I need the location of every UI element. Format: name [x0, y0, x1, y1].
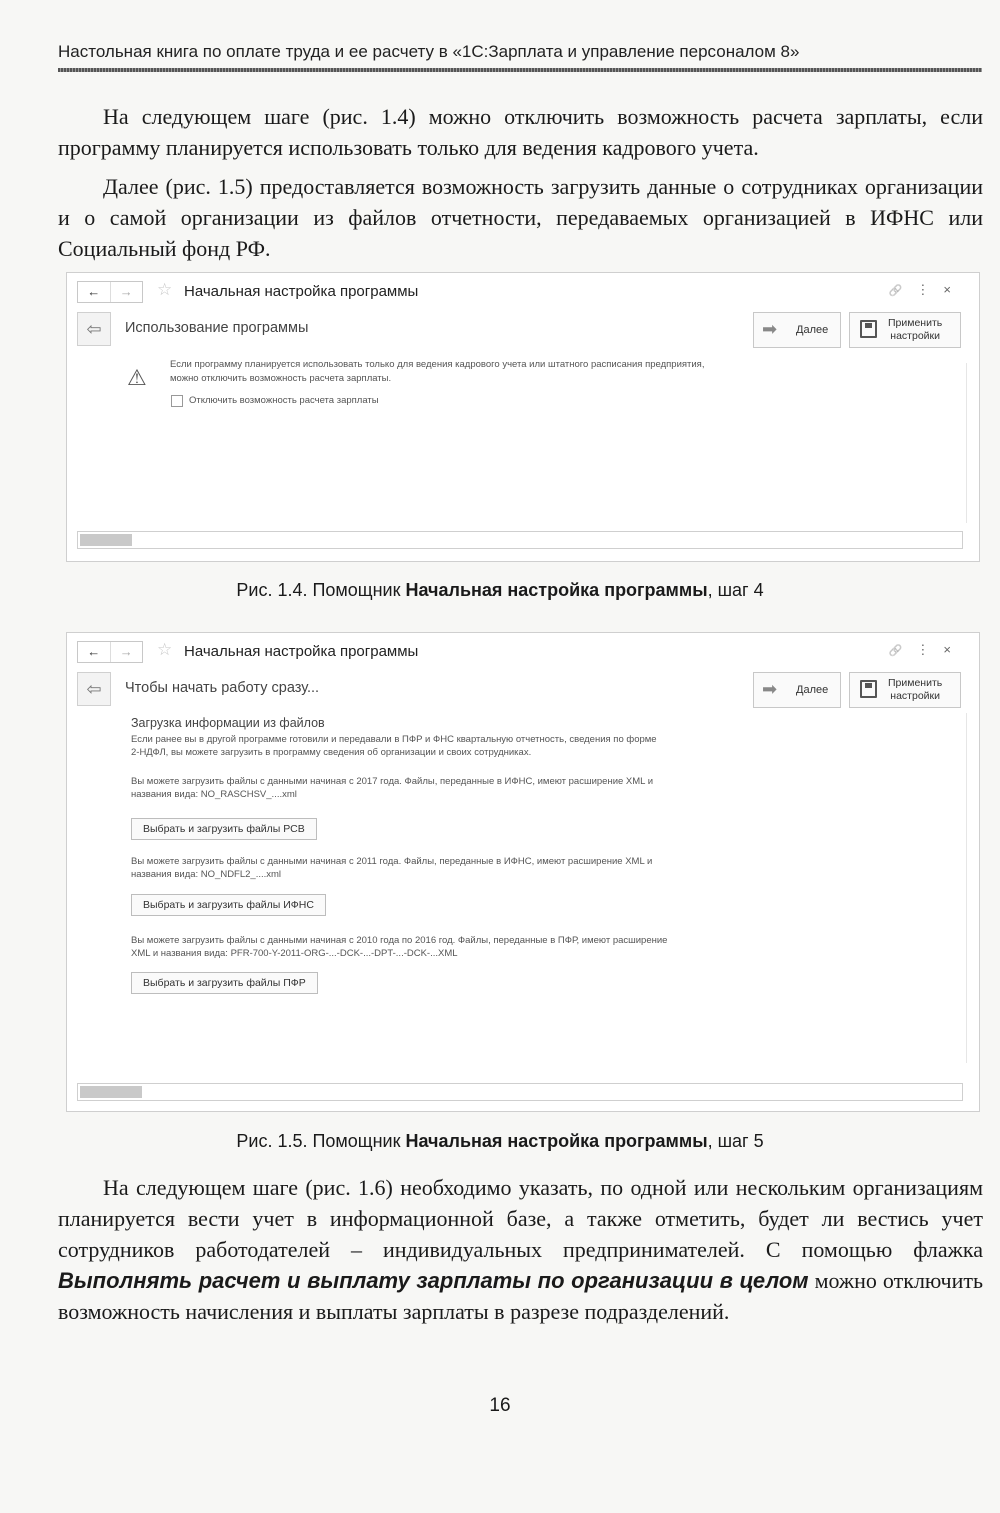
step6-text: [58, 1172, 983, 1327]
rsv-info-2: названия вида: NO_RASCHSV_....xml: [131, 789, 297, 800]
figure-1-4-caption: Рис. 1.4. Помощник Начальная настройка программы, шаг 4: [236, 580, 764, 600]
apply-settings-button[interactable]: Применить настройки: [849, 312, 961, 348]
next-button[interactable]: ➡ Далее: [753, 312, 841, 348]
ifns-info-1: Вы можете загрузить файлы с данными начиная с 2011 года. Файлы, переданные в ИФНС, имеют расширение XML и: [131, 856, 653, 867]
next-arrow-icon: ➡: [762, 679, 778, 699]
disable-payroll-checkbox[interactable]: [171, 395, 183, 407]
form-back-button[interactable]: ⇦: [77, 312, 111, 346]
forward-arrow-icon[interactable]: →: [110, 282, 143, 302]
load-rsv-button[interactable]: Выбрать и загрузить файлы РСВ: [131, 818, 317, 840]
intro-text-1: Если ранее вы в другой программе готовили и передавали в ПФР и ФНС квартальную отчетность, сведения по форме: [131, 734, 657, 745]
scrollbar-thumb[interactable]: [80, 534, 132, 546]
back-arrow-icon[interactable]: ←: [87, 284, 101, 299]
pfr-info-2: XML и названия вида: PFR-700-Y-2011-ORG-...-DCK-...-DPT-...-DCK-...XML: [131, 948, 458, 959]
favorite-star-icon[interactable]: ☆: [157, 640, 173, 659]
warning-icon: ⚠: [127, 365, 147, 390]
link-icon[interactable]: 🔗: [888, 645, 917, 657]
form-title: Использование программы: [125, 320, 309, 336]
pfr-info-1: Вы можете загрузить файлы с данными начиная с 2010 года по 2016 год. Файлы, переданные в ПФР, имеют расширение: [131, 935, 668, 946]
figure-1-5-window: [66, 632, 980, 1112]
form-header: [77, 670, 965, 708]
more-icon[interactable]: ⋮: [916, 282, 944, 297]
vertical-scroll-track: [966, 713, 967, 1063]
disable-payroll-label[interactable]: Отключить возможность расчета зарплаты: [189, 395, 379, 406]
rsv-info-1: Вы можете загрузить файлы с данными начиная с 2017 года. Файлы, переданные в ИФНС, имеют расширение XML и: [131, 776, 654, 787]
favorite-star-icon[interactable]: ☆: [157, 280, 173, 299]
figure-1-5-caption: Рис. 1.5. Помощник Начальная настройка программы, шаг 5: [236, 1131, 764, 1151]
paragraph-step6: На следующем шаге (рис. 1.6) необходимо указать, по одной или нескольким организациям планируется вести учет в информационной базе, а также отметить, будет ли вестись учет сотрудников работодателей – индивидуальных предпринимателей. С помощью флажка Выполнять расчет и выплату зарплаты по организации в целом можно отключить возможность начисления и выплаты зарплаты в разрезе подразделений.: [58, 1175, 983, 1324]
link-icon[interactable]: 🔗: [888, 285, 917, 297]
horizontal-scrollbar[interactable]: [77, 1083, 963, 1101]
forward-arrow-icon[interactable]: →: [110, 642, 143, 662]
warning-text-1: Если программу планируется использовать только для ведения кадрового учета или штатного расписания предприятия,: [170, 359, 705, 370]
running-header: Настольная книга по оплате труда и ее расчету в «1С:Зарплата и управление персоналом 8»: [58, 42, 800, 61]
flag-name: Выполнять расчет и выплату зарплаты по организации в целом: [58, 1268, 809, 1293]
page-number: 16: [489, 1395, 511, 1416]
paragraph-step5: Далее (рис. 1.5) предоставляется возможность загрузить данные о сотрудниках организации и о самой организации из файлов отчетности, передаваемых организацией в ИФНС или Социальный фонд РФ.: [58, 174, 983, 261]
form-header: [77, 310, 965, 348]
next-arrow-icon: ➡: [762, 319, 778, 339]
window-title: Начальная настройка программы: [184, 283, 419, 300]
save-disk-icon: [860, 320, 877, 338]
figure-1-4-window: [66, 272, 980, 562]
warning-text-2: можно отключить возможность расчета зарплаты.: [170, 373, 392, 384]
window-title: Начальная настройка программы: [184, 643, 419, 660]
next-button[interactable]: ➡ Далее: [753, 672, 841, 708]
back-arrow-icon[interactable]: ←: [87, 644, 101, 659]
window-controls: [889, 642, 965, 658]
form-title: Чтобы начать работу сразу...: [125, 680, 320, 696]
intro-text-2: 2-НДФЛ, вы можете загрузить в программу сведения об организации и своих сотрудниках.: [131, 747, 532, 758]
save-disk-icon: [860, 680, 877, 698]
close-icon[interactable]: ×: [943, 642, 965, 657]
form-back-button[interactable]: ⇦: [77, 672, 111, 706]
scrollbar-thumb[interactable]: [80, 1086, 142, 1098]
more-icon[interactable]: ⋮: [916, 642, 944, 657]
apply-settings-button[interactable]: Применить настройки: [849, 672, 961, 708]
load-ifns-button[interactable]: Выбрать и загрузить файлы ИФНС: [131, 894, 326, 916]
intro-text: [58, 101, 983, 264]
section-title: Загрузка информации из файлов: [131, 716, 325, 730]
vertical-scroll-track: [966, 363, 967, 523]
window-controls: [889, 282, 965, 298]
paragraph-step4: На следующем шаге (рис. 1.4) можно отключить возможность расчета зарплаты, если программу планируется использовать только для ведения кадрового учета.: [58, 104, 983, 160]
close-icon[interactable]: ×: [943, 282, 965, 297]
horizontal-scrollbar[interactable]: [77, 531, 963, 549]
nav-buttons: [77, 281, 143, 303]
header-rule: [58, 68, 982, 72]
nav-buttons: [77, 641, 143, 663]
load-pfr-button[interactable]: Выбрать и загрузить файлы ПФР: [131, 972, 318, 994]
ifns-info-2: названия вида: NO_NDFL2_....xml: [131, 869, 282, 880]
